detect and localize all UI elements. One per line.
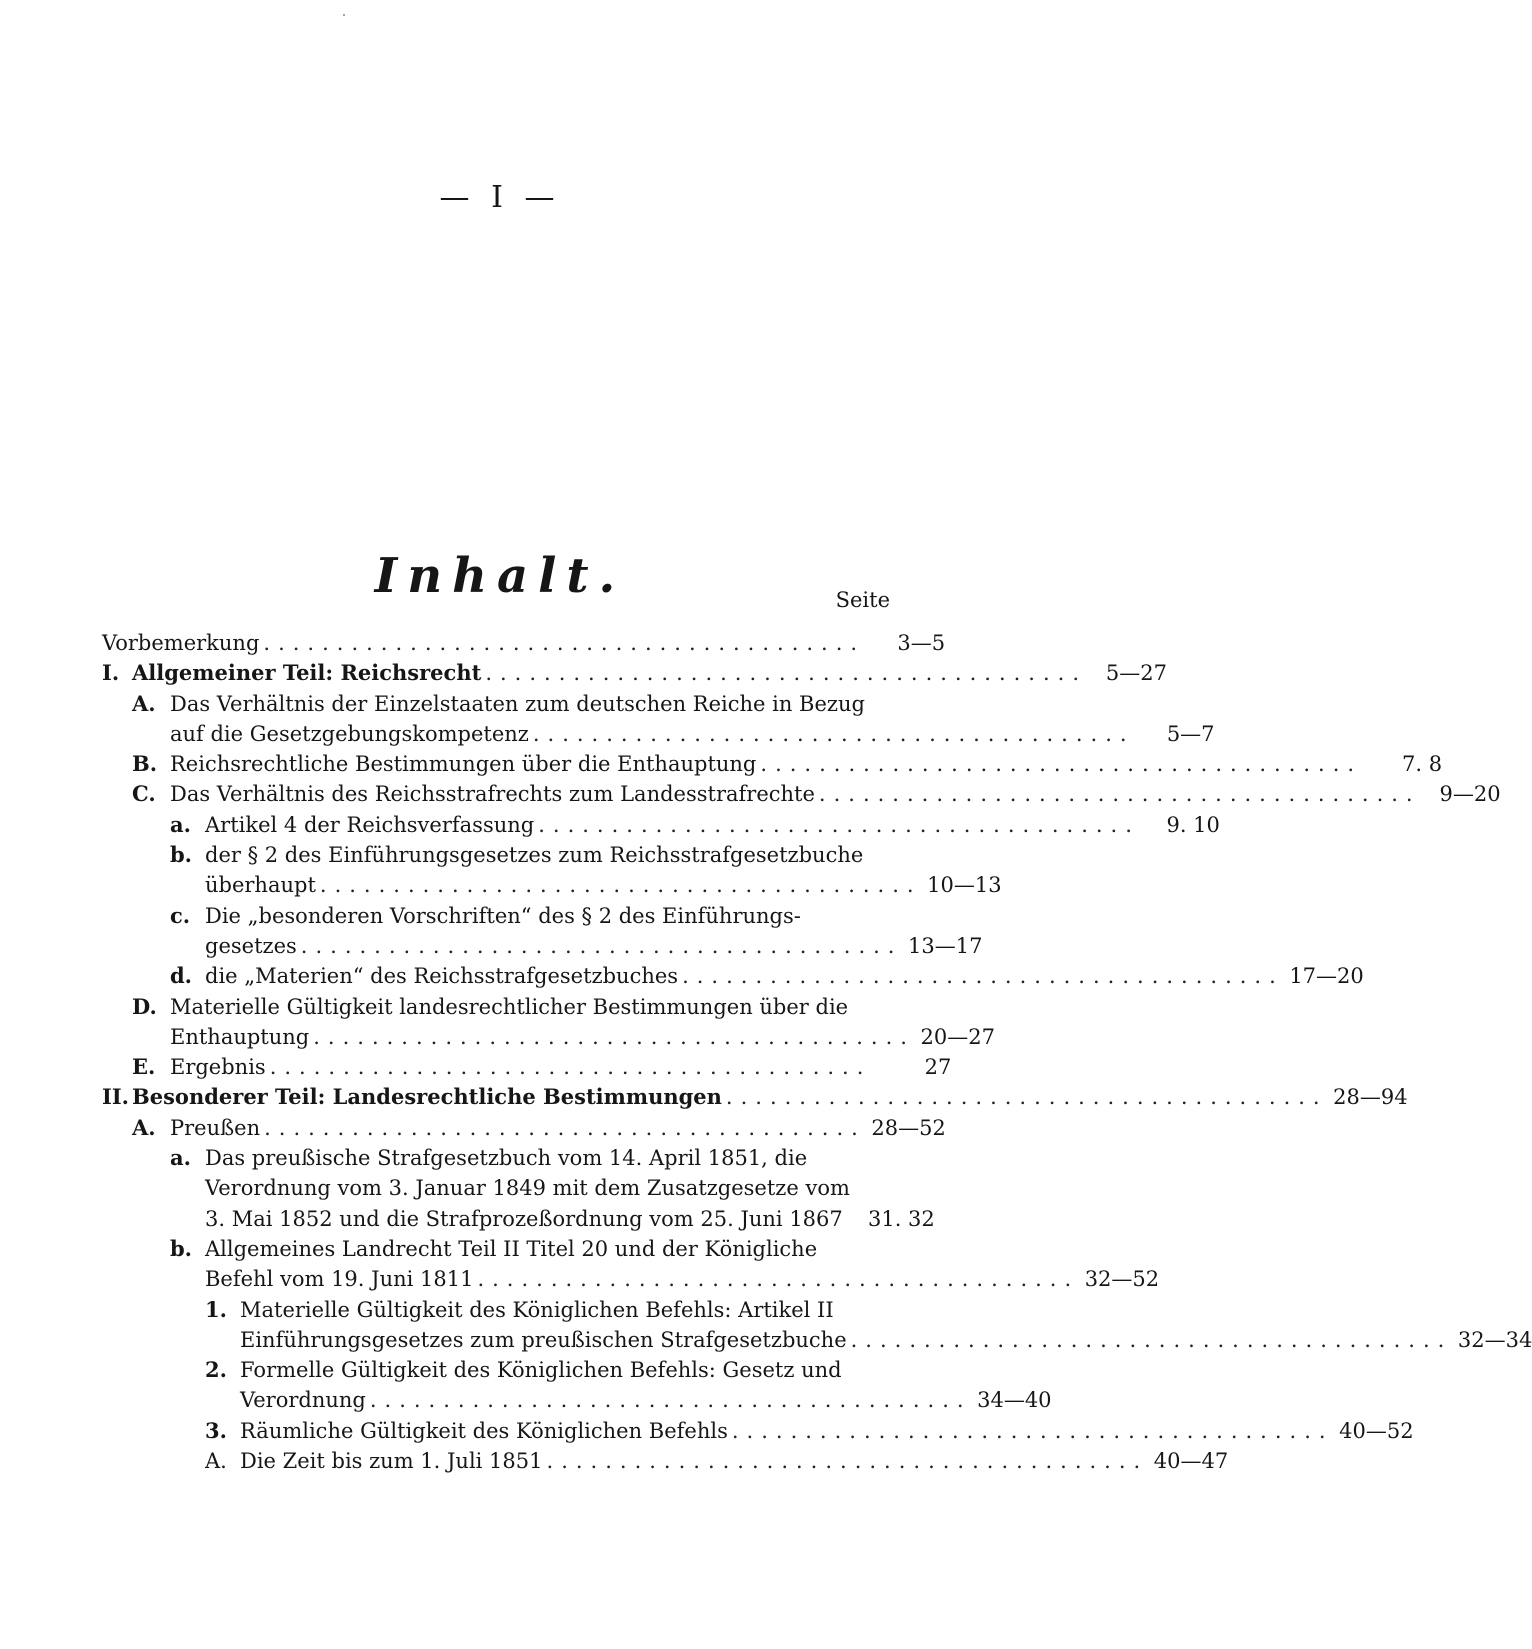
leader-dots: ......................................... — [850, 1327, 1453, 1352]
toc-entry-mark: C. — [132, 781, 156, 807]
page-title: Inhalt. — [374, 548, 626, 604]
toc-entry-mark: 3. — [205, 1417, 227, 1443]
table-of-contents — [102, 628, 1532, 1476]
toc-entry-text: Allgemeines Landrecht Teil II Titel 20 und der Königliche — [205, 1236, 818, 1261]
toc-entry-text: der § 2 des Einführungsgesetzes zum Reichsstrafgesetzbuche — [205, 843, 864, 868]
toc-entry-text: Die Zeit bis zum 1. Juli 1851 — [240, 1449, 543, 1474]
toc-entry-page: 5—27 — [1105, 661, 1167, 686]
toc-entry-teil-2[interactable] — [102, 1082, 1408, 1112]
leader-dots: ......................................... — [313, 1024, 915, 1049]
toc-entry-mark: D. — [132, 993, 157, 1019]
toc-entry-p-b-1[interactable] — [102, 1295, 895, 1325]
toc-entry-mark: b. — [170, 1235, 192, 1261]
leader-dots: ......................................... — [300, 933, 903, 958]
toc-entry-page: 40—47 — [1153, 1449, 1229, 1474]
toc-entry-text: Materielle Gültigkeit des Königlichen Befehls: Artikel II — [240, 1297, 834, 1322]
toc-entry-e-1[interactable] — [102, 1052, 952, 1082]
toc-entry-d-1-cont — [102, 1022, 995, 1052]
toc-entry-mark: A. — [132, 1114, 156, 1140]
toc-entry-page: 9. 10 — [1166, 812, 1220, 837]
leader-dots: ......................................... — [532, 721, 1135, 746]
toc-entry-page: 28—94 — [1333, 1085, 1408, 1110]
leader-dots: ......................................... — [682, 964, 1284, 989]
toc-entry-text: Das Verhältnis der Einzelstaaten zum deutschen Reiche in Bezug — [170, 691, 865, 716]
toc-entry-text: die „Materien“ des Reichsstrafgesetzbuches — [205, 964, 679, 989]
toc-entry-page: 27 — [924, 1055, 952, 1080]
toc-entry-mark: II. — [102, 1084, 129, 1110]
toc-entry-page: 40—52 — [1339, 1418, 1414, 1443]
toc-entry-p-b-2-cont — [102, 1385, 1052, 1415]
toc-entry-text-cont: Enthauptung — [170, 1024, 310, 1049]
toc-entry-c-c-cont — [102, 931, 983, 961]
leader-dots: ......................................... — [538, 812, 1140, 837]
page-column-label: Seite — [835, 588, 890, 612]
toc-entry-text: Das preußische Strafgesetzbuch vom 14. April 1851, die — [205, 1146, 808, 1171]
toc-entry-text-cont: gesetzes — [205, 933, 297, 958]
toc-entry-p-b-cont — [102, 1264, 1160, 1294]
toc-entry-page: 5—7 — [1166, 721, 1215, 746]
toc-entry-text: Ergebnis — [170, 1055, 266, 1080]
toc-entry-text-cont: Verordnung vom 3. Januar 1849 mit dem Zusatzgesetze vom — [205, 1176, 850, 1201]
toc-entry-p-b-3-a[interactable] — [102, 1446, 1229, 1476]
toc-entry-page: 28—52 — [871, 1115, 946, 1140]
toc-entry-mark: A. — [205, 1449, 227, 1474]
toc-entry-page: 32—34 — [1457, 1327, 1532, 1352]
toc-entry-c-a[interactable] — [102, 810, 1220, 840]
leader-dots: ......................................... — [818, 782, 1421, 807]
leader-dots: ......................................... — [485, 661, 1087, 686]
toc-entry-page: 9—20 — [1439, 782, 1501, 807]
toc-entry-p-b-1-cont — [102, 1325, 1532, 1355]
toc-entry-page: 13—17 — [908, 933, 983, 958]
toc-entry-text: Formelle Gültigkeit des Königlichen Befehls: Gesetz und — [240, 1358, 842, 1383]
toc-entry-p-b-2[interactable] — [102, 1355, 895, 1385]
toc-entry-mark: B. — [132, 751, 158, 777]
stray-mark — [343, 14, 345, 16]
toc-entry-mark: a. — [170, 1145, 191, 1171]
leader-dots: ......................................... — [760, 752, 1363, 777]
toc-entry-mark: a. — [170, 811, 191, 837]
toc-entry-d-1[interactable] — [102, 992, 895, 1022]
toc-entry-page: 17—20 — [1289, 964, 1364, 989]
toc-entry-page: 10—13 — [927, 873, 1002, 898]
toc-entry-b-1[interactable] — [102, 749, 1443, 779]
toc-entry-text: Artikel 4 der Reichsverfassung — [205, 812, 535, 837]
toc-entry-mark: 1. — [205, 1296, 227, 1322]
leader-dots: ......................................... — [369, 1388, 972, 1413]
toc-entry-text-cont: Einführungsgesetzes zum preußischen Strafgesetzbuche — [240, 1327, 847, 1352]
toc-entry-text-cont: Verordnung — [240, 1388, 366, 1413]
toc-entry-mark: I. — [102, 660, 120, 686]
leader-dots: ......................................... — [477, 1267, 1080, 1292]
toc-entry-mark: E. — [132, 1054, 156, 1080]
toc-entry-mark: 2. — [205, 1357, 227, 1383]
leader-dots: ......................................... — [263, 631, 866, 655]
toc-entry-a-1-cont — [102, 719, 1215, 749]
toc-entry-c-b-cont — [102, 870, 1002, 900]
leader-dots: ......................................... — [264, 1115, 866, 1140]
toc-entry-c-c[interactable] — [102, 901, 895, 931]
leader-dots: ......................................... — [319, 873, 922, 898]
leader-dots: ......................................... — [546, 1449, 1149, 1474]
toc-entry-c-b[interactable] — [102, 840, 895, 870]
page-number: — I — — [439, 180, 561, 215]
toc-entry-mark: d. — [170, 963, 192, 989]
toc-entry-p-a[interactable] — [102, 1143, 895, 1173]
toc-entry-mark: c. — [170, 902, 191, 928]
toc-entry-page: 20—27 — [920, 1024, 995, 1049]
leader-dots: ......................................... — [269, 1055, 872, 1080]
toc-entry-text: Räumliche Gültigkeit des Königlichen Befehls — [240, 1418, 728, 1443]
toc-entry-c-1[interactable] — [102, 779, 1501, 809]
toc-entry-text: Materielle Gültigkeit landesrechtlicher Bestimmungen über die — [170, 994, 849, 1019]
toc-entry-page: 32—52 — [1084, 1267, 1160, 1292]
toc-entry-mark: b. — [170, 842, 192, 868]
toc-entry-p-b-3[interactable] — [102, 1416, 1414, 1446]
toc-entry-a-2[interactable] — [102, 1113, 946, 1143]
toc-entry-text: Besonderer Teil: Landesrechtliche Bestimmungen — [132, 1084, 722, 1110]
toc-entry-c-d[interactable] — [102, 961, 1364, 991]
toc-entry-text-cont: Befehl vom 19. Juni 1811 — [205, 1267, 474, 1292]
toc-entry-text: Preußen — [170, 1115, 261, 1140]
toc-entry-text: Vorbemerkung — [102, 631, 260, 655]
toc-entry-page: 34—40 — [977, 1388, 1052, 1413]
toc-entry-text: Allgemeiner Teil: Reichsrecht — [132, 660, 482, 686]
toc-entry-mark: A. — [132, 690, 156, 716]
toc-entry-text-cont: 3. Mai 1852 und die Strafprozeßordnung vom 25. Juni 1867 — [205, 1206, 843, 1231]
leader-dots: ......................................... — [731, 1418, 1334, 1443]
leader-dots: ......................................... — [725, 1085, 1328, 1110]
toc-entry-text: Reichsrechtliche Bestimmungen über die Enthauptung — [170, 752, 757, 777]
toc-entry-text-cont: überhaupt — [205, 873, 316, 898]
toc-entry-page: 3—5 — [897, 631, 946, 655]
toc-entry-page: 7. 8 — [1402, 752, 1443, 777]
toc-entry-page: 31. 32 — [867, 1206, 935, 1231]
toc-entry-p-b[interactable] — [102, 1234, 895, 1264]
toc-entry-p-a-cont — [102, 1173, 895, 1203]
toc-entry-p-a-cont2 — [102, 1204, 935, 1234]
toc-entry-teil-1[interactable] — [102, 658, 1167, 688]
toc-entry-text-cont: auf die Gesetzgebungskompetenz — [170, 721, 529, 746]
toc-entry-text: Das Verhältnis des Reichsstrafrechts zum Landesstrafrechte — [170, 782, 815, 807]
toc-entry-a-1[interactable] — [102, 689, 895, 719]
toc-entry-text: Die „besonderen Vorschriften“ des § 2 des Einführungs- — [205, 903, 801, 928]
toc-entry-vorbemerkung[interactable] — [102, 628, 946, 658]
